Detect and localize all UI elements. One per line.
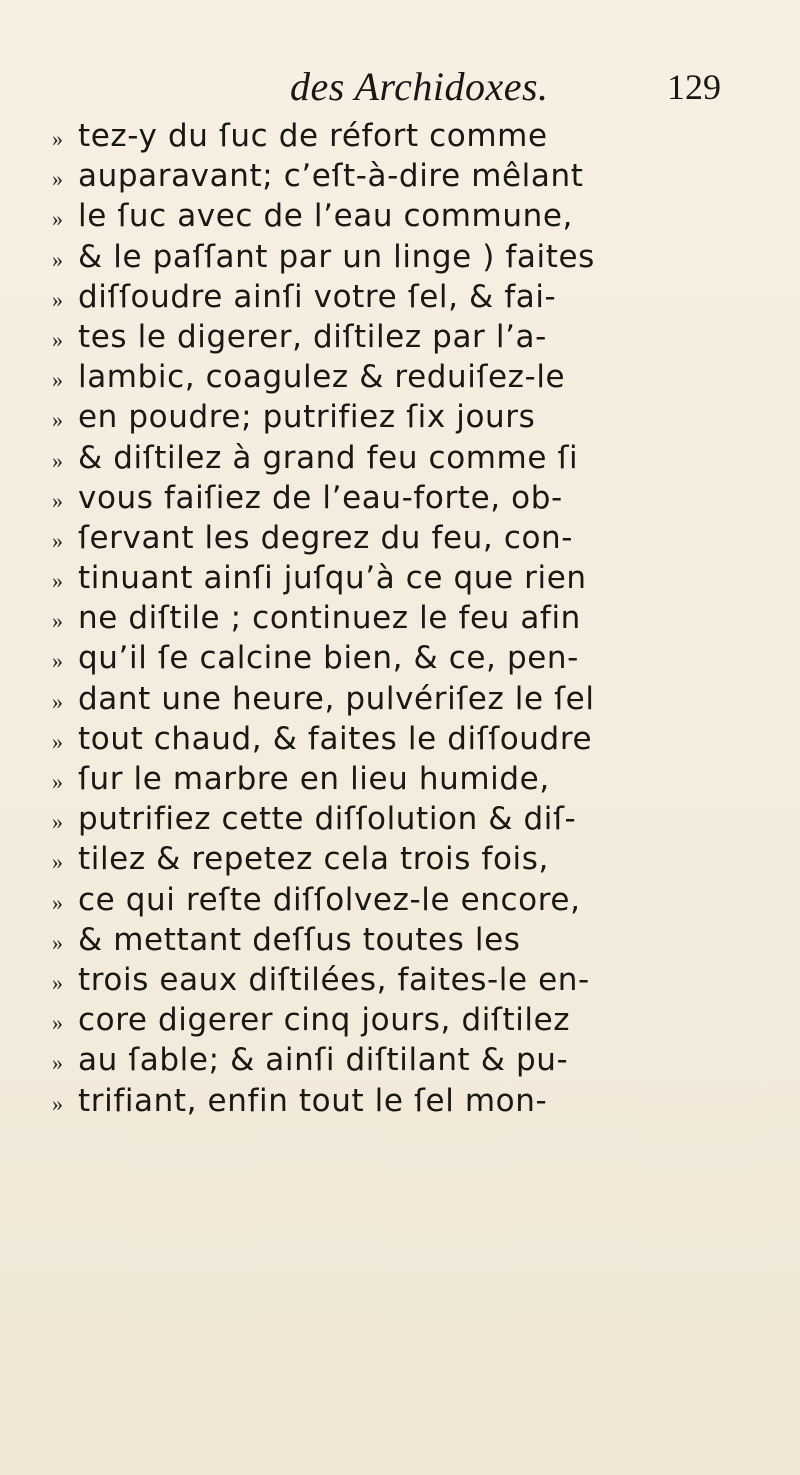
quote-mark: » — [52, 608, 64, 634]
line-text: ne diſtile ; continuez le feu afin — [78, 600, 581, 637]
line-text: dant une heure, pulvériſez le ſel — [78, 680, 595, 717]
text-line — [52, 478, 792, 518]
line-text: tes le digerer, diſtilez par l’a- — [78, 318, 547, 355]
quote-mark: » — [52, 969, 64, 995]
quote-mark: » — [52, 1090, 64, 1116]
quote-mark: » — [52, 929, 64, 955]
page-header — [0, 62, 800, 112]
line-text: qu’il ſe calcine bien, & ce, pen- — [78, 640, 579, 677]
quote-mark: » — [52, 728, 64, 754]
line-text: & le paſſant par un linge ) faites — [78, 238, 595, 275]
line-text: tilez & repetez cela trois fois, — [78, 841, 549, 878]
text-line — [52, 719, 792, 759]
text-line — [52, 518, 792, 558]
text-line — [52, 679, 792, 719]
line-text: tout chaud, & faites le diſſoudre — [78, 720, 593, 757]
line-text: tinuant ainſi juſqu’à ce que rien — [78, 560, 587, 597]
quote-mark: » — [52, 326, 64, 352]
quote-mark: » — [52, 648, 64, 674]
text-line — [52, 960, 792, 1000]
line-text: ce qui reſte diſſolvez-le encore, — [78, 881, 581, 918]
text-line — [52, 1081, 792, 1121]
line-text: le ſuc avec de l’eau commune, — [78, 198, 573, 235]
text-line — [52, 317, 792, 357]
quote-mark: » — [52, 126, 64, 151]
text-line — [52, 156, 792, 196]
quote-mark: » — [52, 688, 64, 714]
quote-mark: » — [52, 1050, 64, 1076]
quote-mark: » — [52, 487, 64, 513]
quote-mark: » — [52, 206, 64, 232]
quote-mark: » — [52, 769, 64, 794]
quote-mark: » — [52, 889, 64, 915]
quote-mark: » — [52, 246, 64, 272]
text-line — [52, 397, 792, 437]
text-line — [52, 598, 792, 638]
line-text: auparavant; c’eſt-à-dire mêlant — [78, 158, 584, 195]
line-text: putrifiez cette diſſolution & diſ- — [78, 801, 577, 838]
quote-mark: » — [52, 166, 64, 192]
line-text: & diſtilez à grand feu comme ſi — [78, 439, 579, 476]
text-line — [52, 799, 792, 839]
quote-mark: » — [52, 407, 64, 433]
text-line — [52, 558, 792, 598]
quote-mark: » — [52, 568, 64, 594]
text-line — [52, 438, 792, 478]
text-line — [52, 920, 792, 960]
text-line — [52, 880, 792, 920]
body-text — [52, 116, 792, 1121]
running-title: des Archidoxes. — [290, 64, 549, 109]
text-line — [52, 759, 792, 799]
line-text: diſſoudre ainſi votre ſel, & fai- — [78, 278, 557, 315]
text-line — [52, 196, 792, 236]
text-line — [52, 357, 792, 397]
quote-mark: » — [52, 447, 64, 473]
quote-mark: » — [52, 849, 64, 875]
quote-mark: » — [52, 367, 64, 393]
line-text: ſur le marbre en lieu humide, — [78, 761, 550, 797]
text-line — [52, 839, 792, 879]
line-text: ſervant les degrez du feu, con- — [78, 519, 574, 556]
line-text: core digerer cinq jours, diſtilez — [78, 1002, 571, 1039]
text-line — [52, 638, 792, 678]
quote-mark: » — [52, 286, 64, 312]
page-number: 129 — [667, 67, 721, 107]
line-text: tez-y du ſuc de réfort comme — [78, 118, 548, 154]
quote-mark: » — [52, 809, 64, 835]
text-line — [52, 116, 792, 156]
text-line — [52, 237, 792, 277]
line-text: au ſable; & ainſi diſtilant & pu- — [78, 1042, 569, 1079]
line-text: lambic, coagulez & reduiſez-le — [78, 359, 566, 396]
line-text: vous faiſiez de l’eau-forte, ob- — [78, 479, 563, 516]
line-text: en poudre; putrifiez ſix jours — [78, 399, 536, 436]
text-line — [52, 1000, 792, 1040]
line-text: trois eaux diſtilées, faites-le en- — [78, 961, 590, 998]
text-line — [52, 277, 792, 317]
text-line — [52, 1040, 792, 1080]
line-text: trifiant, enfin tout le ſel mon- — [78, 1082, 548, 1119]
quote-mark: » — [52, 527, 64, 553]
line-text: & mettant deſſus toutes les — [78, 921, 521, 958]
quote-mark: » — [52, 1010, 64, 1036]
